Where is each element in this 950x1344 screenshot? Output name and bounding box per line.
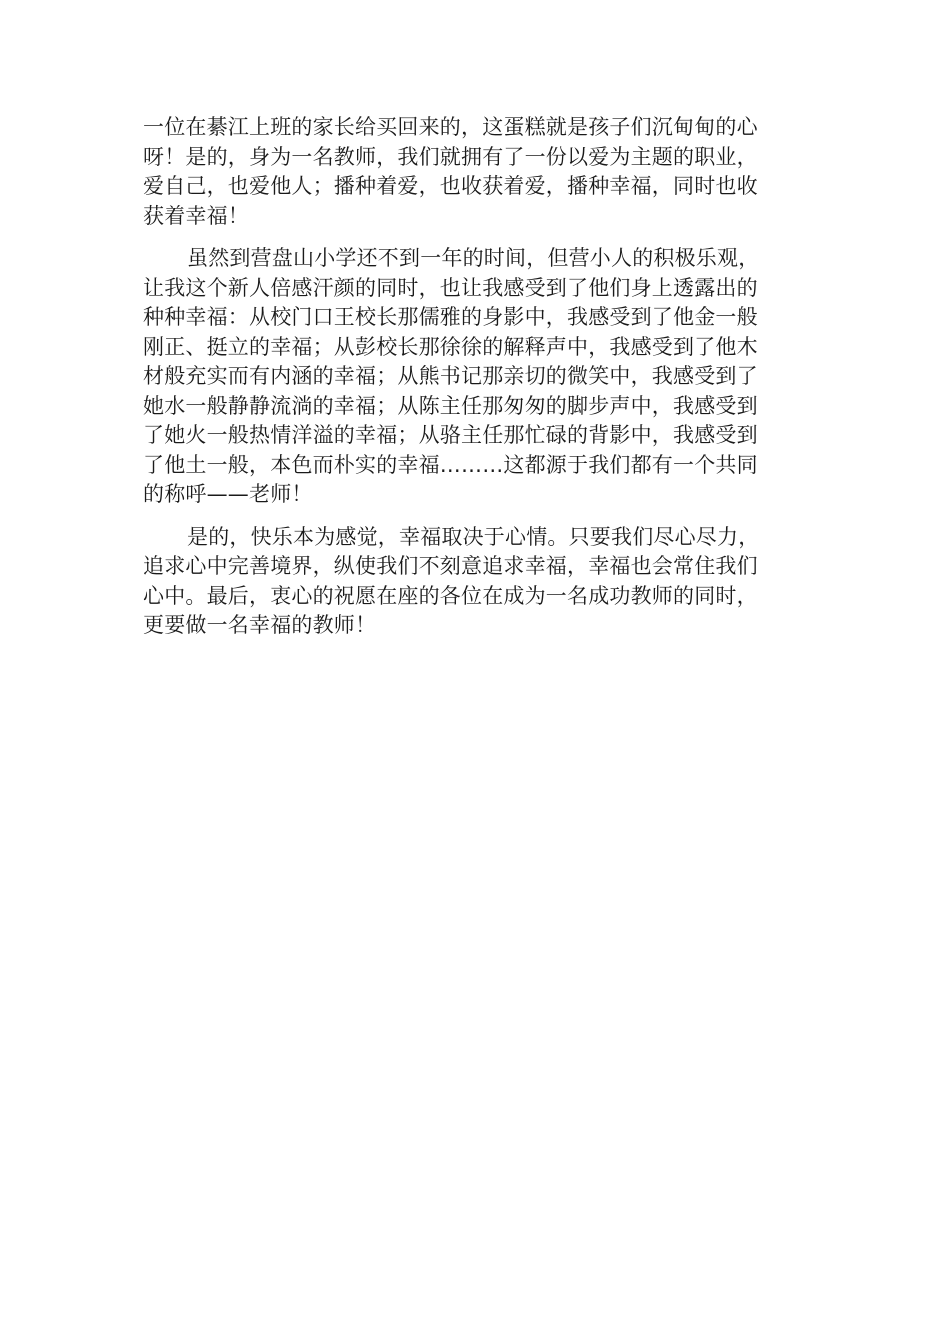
paragraph-line: 的称呼——老师！ bbox=[143, 482, 313, 506]
document-body bbox=[143, 113, 798, 654]
paragraph-line: 她水一般静静流淌的幸福；从陈主任那匆匆的脚步声中，我感受到 bbox=[143, 393, 758, 418]
paragraph-line: 获着幸福！ bbox=[143, 203, 249, 228]
paragraph-line: 刚正、挺立的幸福；从彭校长那徐徐的解释声中，我感受到了他木 bbox=[143, 334, 758, 359]
paragraph-line: 种种幸福：从校门口王校长那儒雅的身影中，我感受到了他金一般 bbox=[143, 305, 758, 329]
paragraph-line: 追求心中完善境界，纵使我们不刻意追求幸福，幸福也会常住我们 bbox=[143, 554, 758, 578]
paragraph-line: 让我这个新人倍感汗颜的同时，也让我感受到了他们身上透露出的 bbox=[143, 275, 758, 300]
paragraph-3 bbox=[143, 523, 798, 641]
paragraph-line: 爱自己，也爱他人；播种着爱，也收获着爱，播种幸福，同时也收 bbox=[143, 174, 758, 198]
paragraph-line: 了他土一般，本色而朴实的幸福………这都源于我们都有一个共同 bbox=[143, 452, 758, 477]
paragraph-line: 虽然到营盘山小学还不到一年的时间，但营小人的积极乐观， bbox=[187, 246, 760, 270]
paragraph-line: 更要做一名幸福的教师！ bbox=[143, 613, 377, 637]
paragraph-line: 了她火一般热情洋溢的幸福；从骆主任那忙碌的背影中，我感受到 bbox=[143, 423, 758, 447]
paragraph-line: 材般充实而有内涵的幸福；从熊书记那亲切的微笑中，我感受到了 bbox=[143, 364, 758, 388]
paragraph-1 bbox=[143, 113, 798, 231]
paragraph-line: 心中。最后，衷心的祝愿在座的各位在成为一名成功教师的同时， bbox=[143, 583, 758, 608]
paragraph-line: 一位在綦江上班的家长给买回来的，这蛋糕就是孩子们沉甸甸的心 bbox=[143, 115, 758, 139]
paragraph-line: 呀！是的，身为一名教师，我们就拥有了一份以爱为主题的职业， bbox=[143, 144, 758, 169]
paragraph-2 bbox=[143, 244, 798, 510]
paragraph-line: 是的，快乐本为感觉，幸福取决于心情。只要我们尽心尽力， bbox=[187, 524, 760, 549]
